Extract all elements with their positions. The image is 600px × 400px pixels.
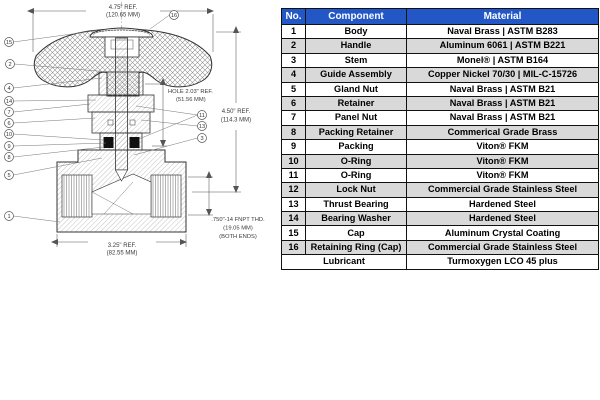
svg-text:4: 4 — [7, 86, 11, 92]
valve-cross-section-diagram — [0, 0, 285, 265]
cell-material: Naval Brass | ASTM B21 — [407, 111, 599, 125]
svg-text:3: 3 — [200, 136, 204, 142]
cell-no: 9 — [282, 140, 306, 154]
cell-component: Panel Nut — [306, 111, 407, 125]
cell-no: 11 — [282, 168, 306, 182]
cell-component: Lock Nut — [306, 183, 407, 197]
cell-material: Viton® FKM — [407, 140, 599, 154]
cell-material: Naval Brass | ASTM B21 — [407, 82, 599, 96]
callout-balloon — [5, 142, 14, 151]
cell-material: Naval Brass | ASTM B21 — [407, 96, 599, 110]
cell-component: Body — [306, 25, 407, 39]
dim-top-width-line1: 4.75" REF. — [108, 5, 138, 11]
table-row — [282, 39, 599, 53]
svg-text:8: 8 — [7, 155, 11, 161]
dim-thread-line1: .750"-14 FNPT THD. — [211, 217, 265, 223]
cell-component: O-Ring — [306, 154, 407, 168]
table-row — [282, 212, 599, 226]
table-row — [282, 125, 599, 139]
dim-thread-line2: (19.05 MM) — [223, 225, 253, 232]
callout-balloon — [170, 11, 179, 20]
cell-component: Stem — [306, 53, 407, 67]
oring-left — [108, 120, 113, 125]
header-material: Material — [407, 9, 599, 25]
svg-text:9: 9 — [7, 144, 11, 150]
cell-material: Viton® FKM — [407, 154, 599, 168]
cell-lubricant-material: Turmoxygen LCO 45 plus — [407, 255, 599, 269]
callout-balloon — [5, 130, 14, 139]
cell-material: Viton® FKM — [407, 168, 599, 182]
cell-material: Commercial Grade Stainless Steel — [407, 183, 599, 197]
cell-no: 16 — [282, 240, 306, 254]
cell-no: 14 — [282, 212, 306, 226]
cap-shape — [90, 28, 153, 37]
cell-no: 4 — [282, 68, 306, 82]
dim-bottom-width-line2: (82.55 MM) — [106, 250, 138, 257]
cell-lubricant-label: Lubricant — [282, 255, 407, 269]
cell-no: 5 — [282, 82, 306, 96]
cell-component: Packing Retainer — [306, 125, 407, 139]
table-row — [282, 154, 599, 168]
table-row — [282, 25, 599, 39]
table-row — [282, 68, 599, 82]
dim-top-width-line2: (120.65 MM) — [105, 12, 141, 19]
cell-component: Retainer — [306, 96, 407, 110]
cell-no: 3 — [282, 53, 306, 67]
dim-hole-line1: HOLE 2.03" REF. — [168, 89, 213, 95]
cell-material: Hardened Steel — [407, 197, 599, 211]
parts-material-table — [281, 8, 599, 270]
table-row — [282, 240, 599, 254]
svg-text:6: 6 — [7, 121, 11, 127]
oring-right — [130, 120, 135, 125]
cell-component: O-Ring — [306, 168, 407, 182]
cell-material: Naval Brass | ASTM B283 — [407, 25, 599, 39]
table-header-row — [282, 9, 599, 25]
header-no: No. — [282, 9, 306, 25]
cell-no: 12 — [282, 183, 306, 197]
cell-no: 13 — [282, 197, 306, 211]
table-row — [282, 53, 599, 67]
packing-right — [130, 137, 140, 148]
cell-material: Commerical Grade Brass — [407, 125, 599, 139]
cell-no: 15 — [282, 226, 306, 240]
callout-balloon — [5, 97, 14, 106]
packing-left — [104, 137, 114, 148]
table-row — [282, 140, 599, 154]
callout-balloon — [198, 134, 207, 143]
callout-balloon — [5, 153, 14, 162]
cell-no: 2 — [282, 39, 306, 53]
cell-no: 10 — [282, 154, 306, 168]
cell-component: Guide Assembly — [306, 68, 407, 82]
cell-component: Packing — [306, 140, 407, 154]
svg-text:1: 1 — [7, 214, 11, 220]
svg-text:2: 2 — [8, 62, 12, 68]
dim-thread-line3: (BOTH ENDS) — [219, 234, 257, 240]
dim-height-line2: (114.3 MM) — [220, 117, 252, 124]
dim-hole-line2: (51.56 MM) — [176, 97, 206, 103]
svg-text:10: 10 — [5, 132, 13, 138]
header-component: Component — [306, 9, 407, 25]
callout-balloon — [198, 122, 207, 131]
callout-balloon — [5, 38, 14, 47]
cell-no: 7 — [282, 111, 306, 125]
cell-no: 1 — [282, 25, 306, 39]
svg-text:15: 15 — [5, 40, 13, 46]
callout-balloon — [5, 171, 14, 180]
cell-material: Hardened Steel — [407, 212, 599, 226]
callout-balloon — [5, 119, 14, 128]
table-footer-row — [282, 255, 599, 269]
table-row — [282, 168, 599, 182]
svg-text:11: 11 — [199, 113, 205, 119]
cell-component: Handle — [306, 39, 407, 53]
table-row — [282, 197, 599, 211]
callout-balloon — [198, 111, 207, 120]
callout-balloon — [5, 84, 14, 93]
cell-no: 8 — [282, 125, 306, 139]
cell-component: Thrust Bearing — [306, 197, 407, 211]
svg-text:7: 7 — [7, 110, 11, 116]
right-port-threads — [151, 175, 181, 217]
svg-text:16: 16 — [170, 13, 178, 19]
callout-balloon — [5, 212, 14, 221]
table-row — [282, 111, 599, 125]
table-row — [282, 82, 599, 96]
svg-text:13: 13 — [198, 124, 206, 130]
cell-material: Commercial Grade Stainless Steel — [407, 240, 599, 254]
left-port-threads — [62, 175, 92, 217]
cell-component: Bearing Washer — [306, 212, 407, 226]
dim-bottom-width-line1: 3.25" REF. — [107, 243, 137, 249]
svg-text:5: 5 — [7, 173, 11, 179]
cell-material: Copper Nickel 70/30 | MIL-C-15726 — [407, 68, 599, 82]
stem-shape — [116, 38, 128, 170]
cell-material: Monel® | ASTM B164 — [407, 53, 599, 67]
cell-component: Retaining Ring (Cap) — [306, 240, 407, 254]
table-row — [282, 96, 599, 110]
svg-text:14: 14 — [5, 99, 13, 105]
cell-no: 6 — [282, 96, 306, 110]
table-row — [282, 183, 599, 197]
dim-height-line1: 4.50" REF. — [221, 109, 251, 115]
cell-component: Gland Nut — [306, 82, 407, 96]
table-row — [282, 226, 599, 240]
callout-balloon — [5, 108, 14, 117]
cell-material: Aluminum Crystal Coating — [407, 226, 599, 240]
cell-component: Cap — [306, 226, 407, 240]
cell-material: Aluminum 6061 | ASTM B221 — [407, 39, 599, 53]
callout-balloon — [6, 60, 15, 69]
